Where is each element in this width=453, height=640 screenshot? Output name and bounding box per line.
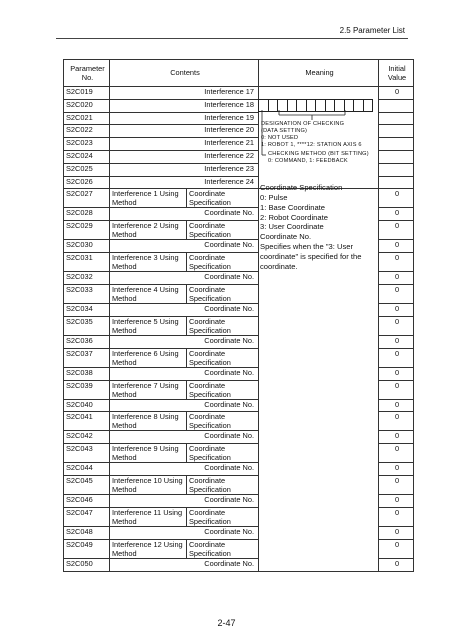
contents-type-cell: Coordinate Specification — [187, 348, 259, 367]
diagram-line2: (DATA SETTING) — [261, 128, 308, 134]
param-no-cell: S2C049 — [64, 539, 110, 558]
param-no-cell: S2C028 — [64, 208, 110, 221]
diagram-line3: 0: NOT USED — [261, 135, 299, 141]
initial-value-cell — [379, 125, 414, 138]
contents-label: Coordinate No. — [204, 367, 254, 377]
contents-label: Interference 23 — [204, 163, 254, 173]
contents-label: Coordinate No. — [204, 463, 254, 473]
param-no-cell: S2C048 — [64, 527, 110, 540]
param-no-cell: S2C037 — [64, 348, 110, 367]
contents-cell — [110, 87, 259, 100]
contents-label: Coordinate No. — [204, 240, 254, 250]
contents-name-cell: Interference 3 Using Method — [110, 253, 187, 272]
initial-value-cell: 0 — [379, 253, 414, 272]
param-no-cell: S2C039 — [64, 380, 110, 399]
param-no-cell: S2C020 — [64, 99, 110, 112]
initial-value-cell: 0 — [379, 399, 414, 412]
initial-value-cell: 0 — [379, 208, 414, 221]
initial-value-cell: 0 — [379, 380, 414, 399]
contents-name-cell: Interference 1 Using Method — [110, 189, 187, 208]
contents-type-cell: Coordinate Specification — [187, 539, 259, 558]
param-no-cell: S2C040 — [64, 399, 110, 412]
contents-label: Coordinate No. — [204, 304, 254, 314]
contents-label: Coordinate No. — [204, 431, 254, 441]
initial-value-cell — [379, 99, 414, 112]
header-rule — [56, 38, 408, 39]
page-number: 2-47 — [217, 618, 236, 628]
contents-cell — [110, 304, 259, 317]
param-no-cell: S2C031 — [64, 253, 110, 272]
contents-type-cell: Coordinate Specification — [187, 476, 259, 495]
contents-cell — [110, 558, 259, 571]
initial-value-cell: 0 — [379, 444, 414, 463]
initial-value-cell: 0 — [379, 507, 414, 526]
param-no-cell: S2C042 — [64, 431, 110, 444]
contents-label: Interference 24 — [204, 176, 254, 186]
contents-cell — [110, 272, 259, 285]
contents-type-cell: Coordinate Specification — [187, 380, 259, 399]
param-no-cell: S2C035 — [64, 316, 110, 335]
param-no-cell: S2C044 — [64, 463, 110, 476]
contents-name-cell: Interference 9 Using Method — [110, 444, 187, 463]
initial-value-cell — [379, 163, 414, 176]
initial-value-cell — [379, 112, 414, 125]
initial-value-cell — [379, 138, 414, 151]
initial-value-cell: 0 — [379, 316, 414, 335]
contents-cell — [110, 240, 259, 253]
contents-cell — [110, 176, 259, 189]
initial-value-cell: 0 — [379, 539, 414, 558]
contents-name-cell: Interference 4 Using Method — [110, 284, 187, 303]
contents-cell — [110, 527, 259, 540]
param-no-cell: S2C021 — [64, 112, 110, 125]
contents-name-cell: Interference 6 Using Method — [110, 348, 187, 367]
contents-label: Coordinate No. — [204, 272, 254, 282]
param-no-cell: S2C045 — [64, 476, 110, 495]
contents-cell — [110, 125, 259, 138]
contents-cell — [110, 138, 259, 151]
diagram-line5: CHECKING METHOD (BIT SETTING) — [268, 151, 369, 157]
initial-value-cell: 0 — [379, 367, 414, 380]
table-row — [64, 87, 414, 100]
param-no-cell: S2C023 — [64, 138, 110, 151]
initial-value-cell: 0 — [379, 284, 414, 303]
initial-value-cell: 0 — [379, 221, 414, 240]
param-no-cell: S2C038 — [64, 367, 110, 380]
contents-type-cell: Coordinate Specification — [187, 284, 259, 303]
contents-cell — [110, 463, 259, 476]
contents-type-cell: Coordinate Specification — [187, 444, 259, 463]
bit-diagram — [257, 99, 369, 171]
contents-label: Coordinate No. — [204, 527, 254, 537]
contents-label: Coordinate No. — [204, 495, 254, 505]
param-no-cell: S2C033 — [64, 284, 110, 303]
param-no-cell: S2C022 — [64, 125, 110, 138]
initial-value-cell: 0 — [379, 304, 414, 317]
param-no-cell: S2C025 — [64, 163, 110, 176]
contents-name-cell: Interference 2 Using Method — [110, 221, 187, 240]
initial-value-cell: 0 — [379, 189, 414, 208]
contents-name-cell: Interference 7 Using Method — [110, 380, 187, 399]
meaning-header: Meaning — [259, 60, 379, 87]
contents-label: Coordinate No. — [204, 558, 254, 568]
contents-label: Coordinate No. — [204, 208, 254, 218]
contents-type-cell: Coordinate Specification — [187, 189, 259, 208]
param-no-cell: S2C043 — [64, 444, 110, 463]
param-no-header: Parameter No. — [64, 60, 110, 87]
contents-label: Interference 17 — [204, 87, 254, 96]
param-no-cell: S2C024 — [64, 150, 110, 163]
contents-cell — [110, 399, 259, 412]
diagram-line6: 0: COMMAND, 1: FEEDBACK — [268, 158, 348, 164]
contents-cell — [110, 150, 259, 163]
contents-type-cell: Coordinate Specification — [187, 412, 259, 431]
contents-cell — [110, 163, 259, 176]
contents-label: Interference 20 — [204, 125, 254, 135]
contents-cell — [110, 431, 259, 444]
table-header-row — [64, 60, 414, 87]
initial-value-cell: 0 — [379, 558, 414, 571]
coordinate-meaning: Coordinate Specification 0: Pulse 1: Base Coordinate 2: Robot Coordinate 3: User Coordinate Coordinate No. Specifies when the "3: User coordinate" is specified for the coordinate. — [260, 183, 362, 271]
param-no-cell: S2C019 — [64, 87, 110, 100]
contents-label: Interference 18 — [204, 99, 254, 109]
contents-header: Contents — [110, 60, 259, 87]
contents-name-cell: Interference 10 Using Method — [110, 476, 187, 495]
initial-value-cell: 0 — [379, 240, 414, 253]
initial-value-cell: 0 — [379, 495, 414, 508]
initial-value-cell: 0 — [379, 527, 414, 540]
contents-cell — [110, 335, 259, 348]
param-no-cell: S2C046 — [64, 495, 110, 508]
diagram-line4: 1: ROBOT 1, ****12: STATION AXIS 6 — [261, 142, 362, 148]
initial-value-cell: 0 — [379, 348, 414, 367]
initial-value-cell: 0 — [379, 476, 414, 495]
contents-cell — [110, 112, 259, 125]
contents-cell — [110, 495, 259, 508]
contents-type-cell: Coordinate Specification — [187, 221, 259, 240]
initial-value-header: Initial Value — [379, 60, 414, 87]
contents-name-cell: Interference 5 Using Method — [110, 316, 187, 335]
contents-cell — [110, 208, 259, 221]
param-no-cell: S2C029 — [64, 221, 110, 240]
contents-type-cell: Coordinate Specification — [187, 507, 259, 526]
param-no-cell: S2C027 — [64, 189, 110, 208]
param-no-cell: S2C030 — [64, 240, 110, 253]
param-no-cell: S2C041 — [64, 412, 110, 431]
contents-label: Interference 22 — [204, 150, 254, 160]
param-no-cell: S2C026 — [64, 176, 110, 189]
initial-value-cell: 0 — [379, 87, 414, 100]
contents-type-cell: Coordinate Specification — [187, 253, 259, 272]
contents-name-cell: Interference 8 Using Method — [110, 412, 187, 431]
contents-type-cell: Coordinate Specification — [187, 316, 259, 335]
section-header: 2.5 Parameter List — [339, 26, 405, 35]
initial-value-cell: 0 — [379, 335, 414, 348]
contents-name-cell: Interference 11 Using Method — [110, 507, 187, 526]
diagram-line1: DESIGNATION OF CHECKING — [261, 121, 345, 127]
param-no-cell: S2C034 — [64, 304, 110, 317]
param-no-cell: S2C047 — [64, 507, 110, 526]
initial-value-cell: 0 — [379, 412, 414, 431]
initial-value-cell: 0 — [379, 431, 414, 444]
contents-name-cell: Interference 12 Using Method — [110, 539, 187, 558]
initial-value-cell — [379, 176, 414, 189]
contents-label: Interference 19 — [204, 112, 254, 122]
contents-label: Coordinate No. — [204, 399, 254, 409]
contents-cell — [110, 367, 259, 380]
param-no-cell: S2C036 — [64, 335, 110, 348]
param-no-cell: S2C050 — [64, 558, 110, 571]
initial-value-cell — [379, 150, 414, 163]
param-no-cell: S2C032 — [64, 272, 110, 285]
initial-value-cell: 0 — [379, 272, 414, 285]
contents-label: Coordinate No. — [204, 335, 254, 345]
initial-value-cell: 0 — [379, 463, 414, 476]
contents-label: Interference 21 — [204, 138, 254, 148]
contents-cell — [110, 99, 259, 112]
